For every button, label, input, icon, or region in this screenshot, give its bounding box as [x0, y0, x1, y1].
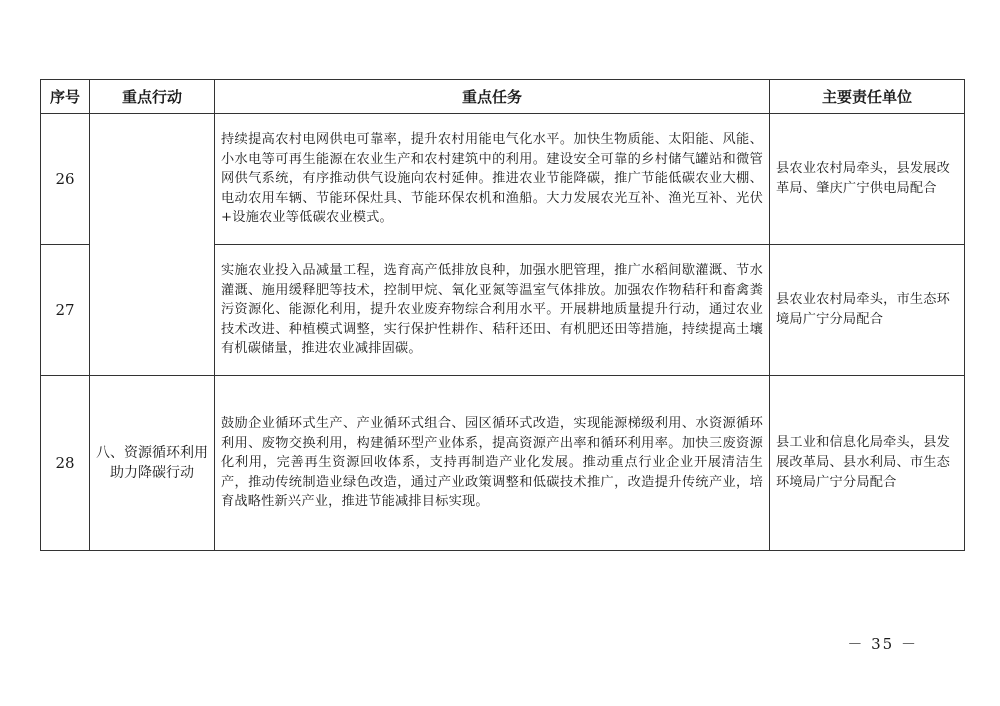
header-action: 重点行动 [90, 80, 215, 114]
header-no: 序号 [41, 80, 90, 114]
row-action [90, 114, 215, 376]
table-row [41, 114, 965, 245]
row-action: 八、资源循环利用助力降碳行动 [90, 376, 215, 551]
row-task: 实施农业投入品减量工程，选育高产低排放良种，加强水肥管理，推广水稻间歇灌溉、节水灌溉、施用缓释肥等技术，控制甲烷、氧化亚氮等温室气体排放。加强农作物秸秆和畜禽粪污资源化、能源化利用，提升农业废弃物综合利用水平。开展耕地质量提升行动，通过农业技术改进、种植模式调整，实行保护性耕作、秸秆还田、有机肥还田等措施，持续提高土壤有机碳储量，推进农业减排固碳。 [215, 245, 770, 376]
table-header-row [41, 80, 965, 114]
row-number: 27 [41, 245, 90, 376]
row-task: 鼓励企业循环式生产、产业循环式组合、园区循环式改造，实现能源梯级利用、水资源循环利用、废物交换利用，构建循环型产业体系，提高资源产出率和循环利用率。加快三废资源化利用，完善再生资源回收体系，支持再制造产业化发展。推动重点行业企业开展清洁生产，推动传统制造业绿色改造，通过产业政策调整和低碳技术推广，改造提升传统产业，培育战略性新兴产业，推进节能减排目标实现。 [215, 376, 770, 551]
header-task: 重点任务 [215, 80, 770, 114]
table-row [41, 376, 965, 551]
row-task: 持续提高农村电网供电可靠率，提升农村用能电气化水平。加快生物质能、太阳能、风能、小水电等可再生能源在农业生产和农村建筑中的利用。建设安全可靠的乡村储气罐站和微管网供气系统，有序推动供气设施向农村延伸。推进农业节能降碳，推广节能低碳农业大棚、电动农用车辆、节能环保灶具、节能环保农机和渔船。大力发展农光互补、渔光互补、光伏+设施农业等低碳农业模式。 [215, 114, 770, 245]
header-unit: 主要责任单位 [770, 80, 965, 114]
row-number: 26 [41, 114, 90, 245]
row-unit: 县农业农村局牵头，县发展改革局、肇庆广宁供电局配合 [770, 114, 965, 245]
page-number: － 35 － [847, 635, 918, 653]
row-unit: 县农业农村局牵头，市生态环境局广宁分局配合 [770, 245, 965, 376]
row-number: 28 [41, 376, 90, 551]
row-unit: 县工业和信息化局牵头，县发展改革局、县水利局、市生态环境局广宁分局配合 [770, 376, 965, 551]
task-table [40, 79, 965, 551]
